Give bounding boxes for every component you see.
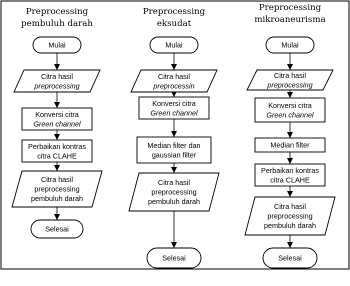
node-label-line: Perbaikan kontras xyxy=(261,165,319,175)
node-label-line: Median filter xyxy=(270,140,310,150)
node-label-line: Citra hasil xyxy=(158,71,190,81)
node-label-line: Mulai xyxy=(281,40,299,50)
column-3-citra-input-node xyxy=(247,70,333,90)
column-3-citra-output-node xyxy=(245,197,335,235)
node-label-line: pembuluh darah xyxy=(264,221,316,230)
column-1-konversi-node xyxy=(22,108,92,130)
node-label-line: Mulai xyxy=(48,40,66,50)
node-label-line: Selesai xyxy=(45,224,69,234)
node-label-line: Konversi citra xyxy=(268,100,312,110)
column-2-mulai-node xyxy=(150,37,198,53)
node-label-line: Green channel xyxy=(266,110,314,120)
node-label-line: gaussian filter xyxy=(151,150,197,160)
column-3-perbaikan-node xyxy=(255,164,325,186)
column-3-median-node xyxy=(255,138,325,152)
column-3-header xyxy=(254,3,325,25)
column-1-perbaikan-node xyxy=(22,140,92,162)
column-1-header-line: Preprocessing xyxy=(25,7,89,17)
node-label-line: Green channel xyxy=(150,108,198,118)
column-headers xyxy=(21,3,325,29)
node-label-line: citra CLAHE xyxy=(270,175,310,185)
node-label-line: Mulai xyxy=(165,40,183,50)
node-label-line: Citra hasil xyxy=(41,175,73,185)
column-3-selesai-node xyxy=(263,248,317,268)
column-1-citra-input-node xyxy=(14,70,100,92)
node-label-line: Citra hasil xyxy=(274,70,306,80)
node-label-line: Green channel xyxy=(33,119,81,129)
node-label-line: pembuluh darah xyxy=(148,197,200,206)
node-label-line: Selesai xyxy=(278,253,302,263)
node-label-line: preprocessing xyxy=(34,81,80,91)
node-label-line: citra CLAHE xyxy=(37,151,77,161)
column-2-selesai-node xyxy=(147,248,201,268)
column-2-header-line: Preprocessing xyxy=(142,7,206,17)
node-label-line: Citra hasil xyxy=(158,178,190,188)
node-label-line: preprocessing xyxy=(34,184,80,194)
column-2-header-line: eksudat xyxy=(156,19,192,29)
node-label-line: preprocessin xyxy=(153,81,195,91)
column-2-citra-input-node xyxy=(131,70,217,92)
column-2-median-gaussian-node xyxy=(137,137,211,163)
node-label-line: Citra hasil xyxy=(41,71,73,81)
column-3-header-line: mikroaneurisma xyxy=(254,15,326,25)
node-label-line: Konversi citra xyxy=(152,98,196,108)
node-label-line: pembuluh darah xyxy=(31,194,83,203)
node-label-line: Perbaikan kontras xyxy=(28,141,86,151)
node-label-line: preprocessing xyxy=(151,187,197,197)
column-3-mulai-node xyxy=(266,37,314,53)
column-3-konversi-node xyxy=(255,98,325,122)
flow-nodes xyxy=(12,37,335,268)
node-label-line: preprocessing xyxy=(267,211,313,221)
column-2-konversi-node xyxy=(139,97,209,119)
node-label-line: Median filter dan xyxy=(147,140,201,150)
column-1-header-line: pembuluh darah xyxy=(21,19,93,29)
column-1-selesai-node xyxy=(31,220,83,238)
node-label-line: Selesai xyxy=(162,253,186,263)
column-2-header xyxy=(143,7,206,29)
node-label-line: Citra hasil xyxy=(274,202,306,212)
column-1-header xyxy=(21,7,93,29)
node-label-line: Konversi citra xyxy=(35,109,79,119)
column-3-header-line: Preprocessing xyxy=(258,3,322,13)
column-1-citra-output-node xyxy=(12,171,102,207)
column-1-mulai-node xyxy=(33,37,81,53)
node-label-line: preprocessing xyxy=(267,80,313,90)
column-2-citra-output-node xyxy=(129,173,219,211)
